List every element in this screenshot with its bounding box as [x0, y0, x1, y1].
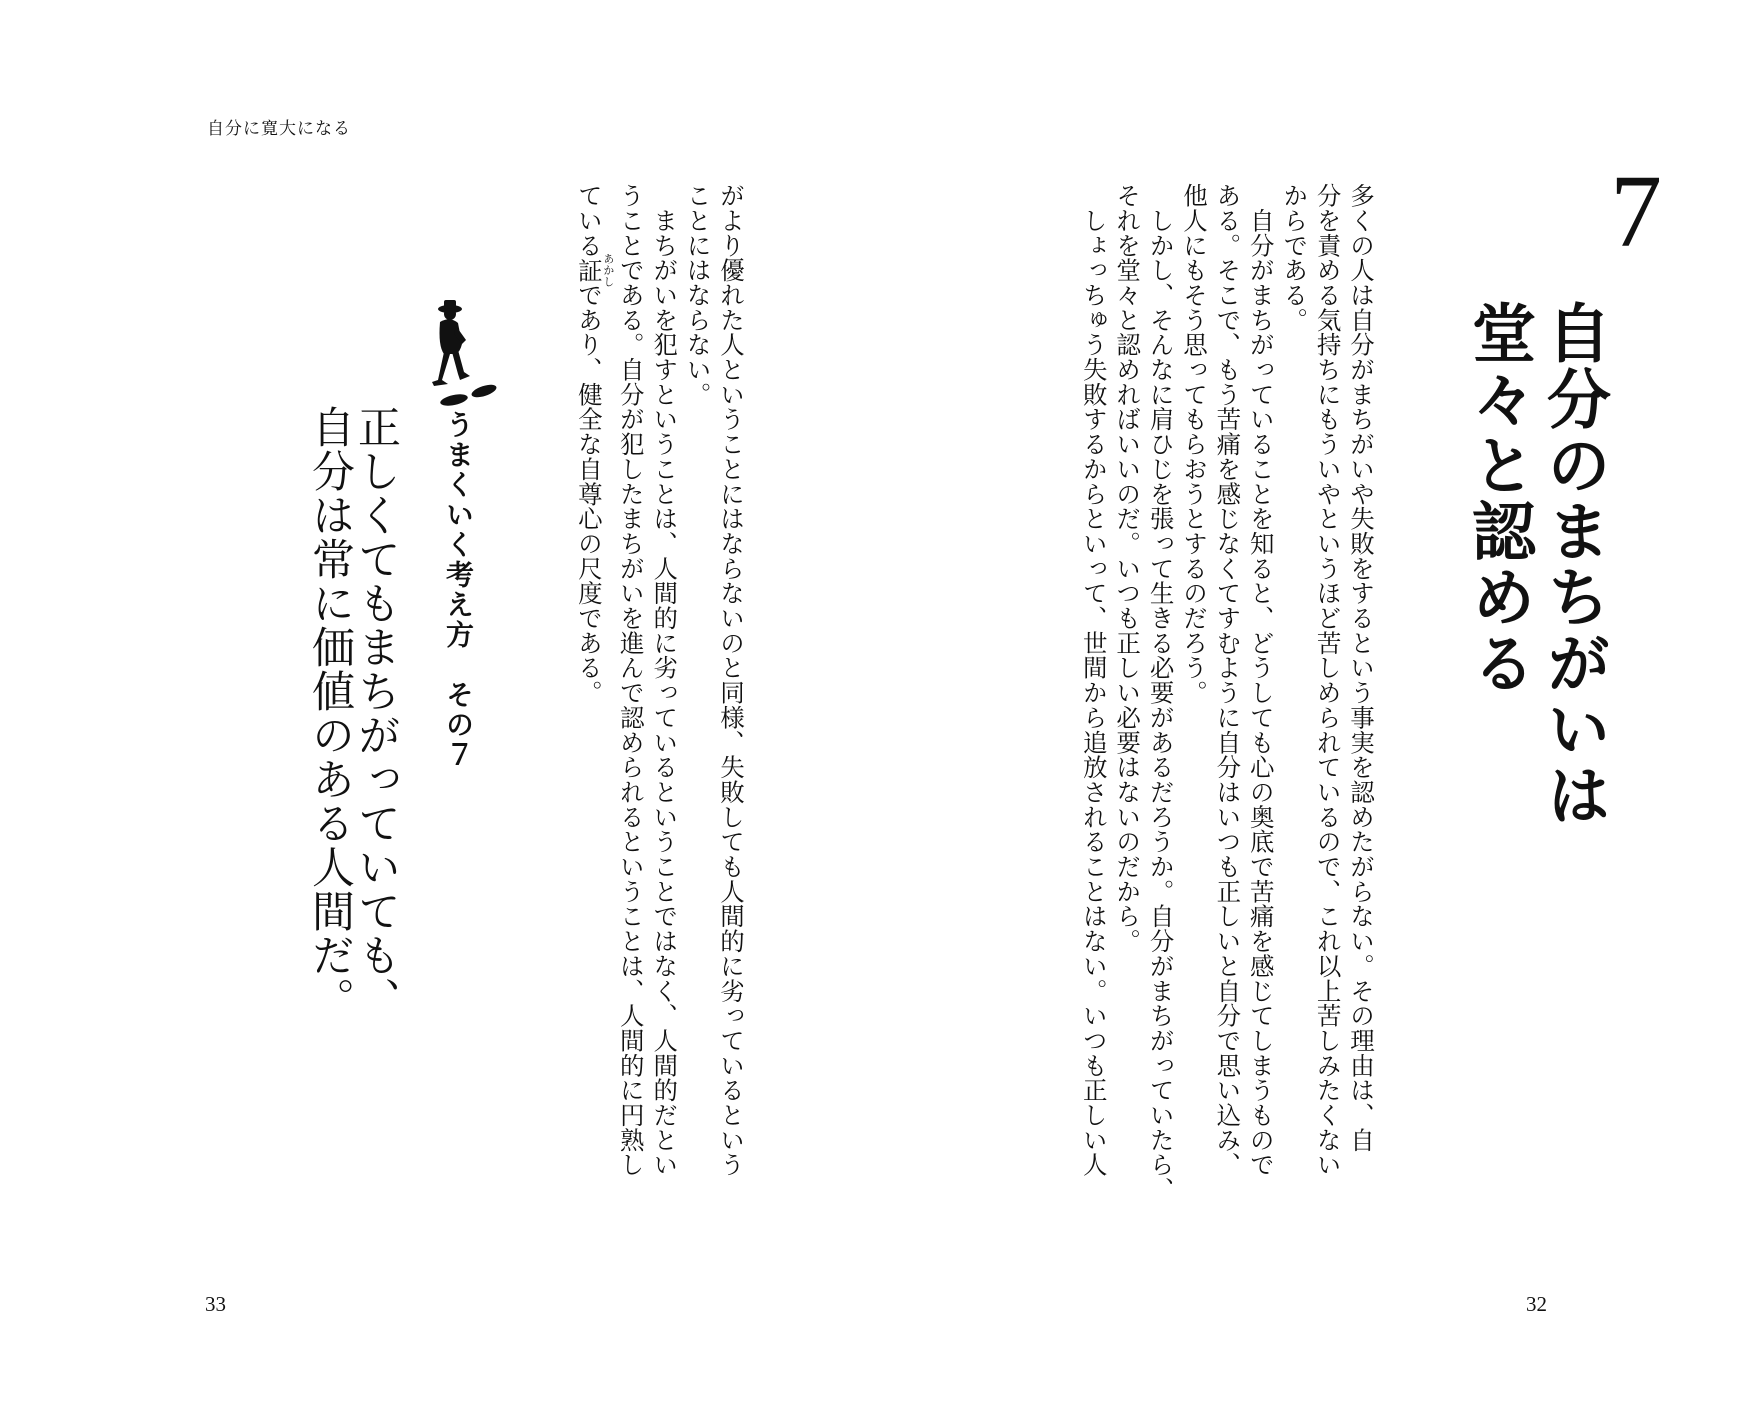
body-line: しかし、そんなに肩ひじを張って生きる必要があるだろうか。自分がまちがっていたら、: [1146, 183, 1176, 1202]
body-line: ある。そこで、もう苦痛を感じなくてすむように自分はいつも正しいと自分で思い込み、: [1213, 183, 1243, 1177]
body-line: うことである。自分が犯したまちがいを進んで認められるということは、人間的に円熟し: [616, 183, 646, 1177]
body-text-left: [572, 183, 748, 1243]
body-line: からである。: [1280, 183, 1310, 333]
body-line: ている証あかしであり、健全な自尊心の尺度である。: [574, 183, 615, 705]
idea-heading: うまくいく考え方 その７: [442, 410, 475, 770]
chapter-title-line-2: 堂々と認める: [1461, 300, 1535, 696]
body-line: 多くの人は自分がまちがいや失敗をするという事実を認めたがらない。その理由は、自: [1347, 183, 1376, 1153]
page-number-left: 33: [205, 1292, 226, 1316]
body-line: まちがいを犯すということは、人間的に劣っているということではなく、人間的だとい: [650, 183, 680, 1177]
idea-line-2: 自分は常に価値のある人間だ。: [305, 405, 355, 1021]
body-line: 自分がまちがっていることを知ると、どうしても心の奥底で苦痛を感じてしまうもので: [1246, 183, 1276, 1177]
body-line: 分を責める気持ちにもういやというほど苦しめられているので、これ以上苦しみたくない: [1313, 183, 1343, 1177]
body-line: 他人にもそう思ってもらおうとするのだろう。: [1179, 183, 1209, 705]
body-line: ことにはならない。: [683, 183, 713, 407]
body-line: しょっちゅう失敗するからといって、世間から追放されることはない。いつも正しい人: [1079, 183, 1109, 1177]
running-head: 自分に寛大になる: [207, 119, 351, 139]
walking-man-icon: [420, 296, 500, 406]
idea-line-1: 正しくてもまちがっていても、: [351, 405, 401, 1021]
ruby-reading: あかし: [601, 252, 615, 288]
body-line: それを堂々と認めればいいのだ。いつも正しい必要はないのだから。: [1113, 183, 1143, 954]
page-number-right: 32: [1526, 1292, 1547, 1316]
body-text-right: [1077, 183, 1378, 1243]
body-line: がより優れた人ということにはならないのと同様、失敗しても人間的に劣っているという: [717, 183, 746, 1177]
chapter-number: 7: [1610, 154, 1662, 269]
chapter-title-line-1: 自分のまちがいは: [1536, 300, 1610, 828]
ruby-annotation: 証あかし: [574, 252, 615, 288]
